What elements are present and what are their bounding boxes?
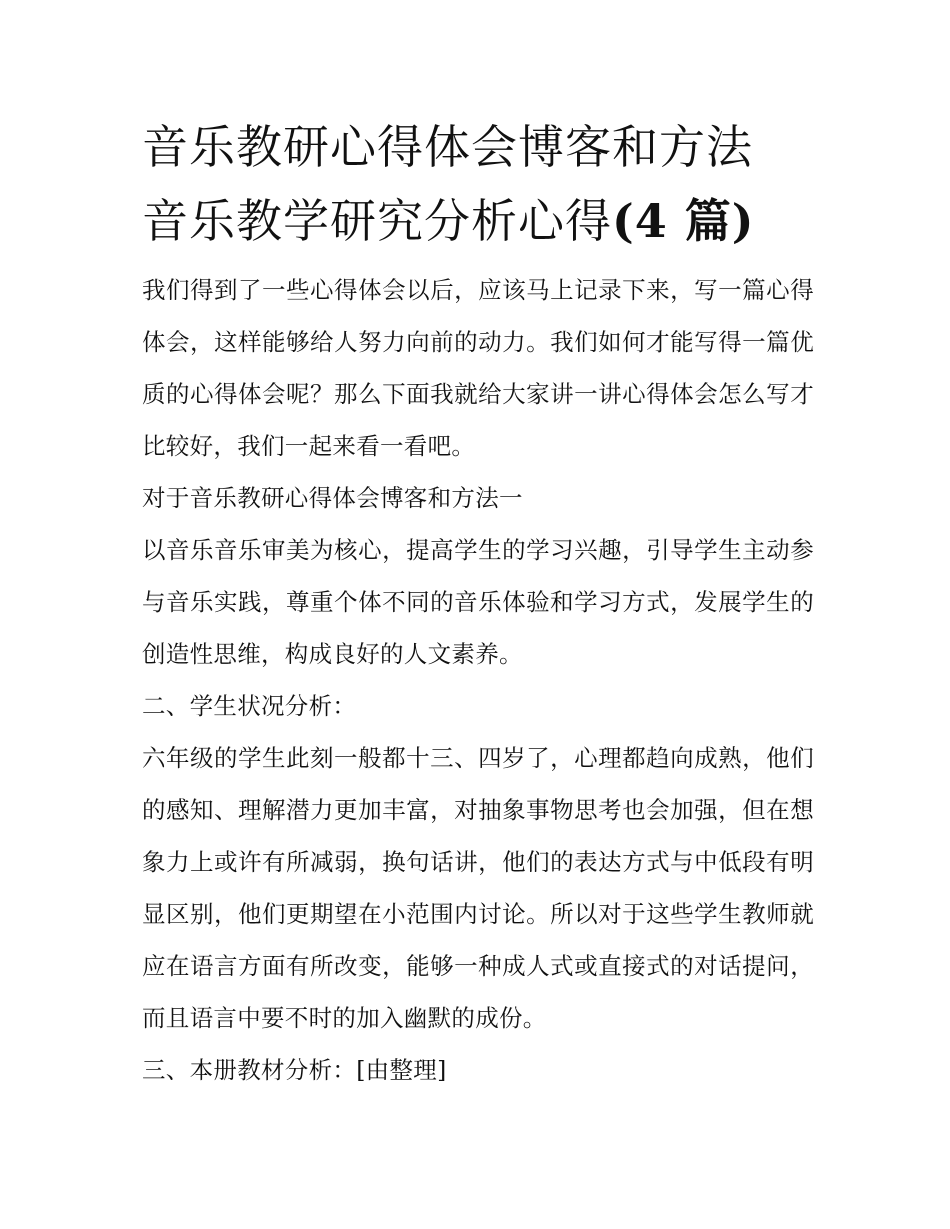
body-paragraph-students: 六年级的学生此刻一般都十三、四岁了，心理都趋向成熟，他们的感知、理解潜力更加丰富，对抽象事物思考也会加强，但在想象力上或许有所减弱，换句话讲，他们的表达方式与中低段有明显区别，他们更期望在小范围内讨论。所以对于这些学生教师就应在语言方面有所改变，能够一种成人式或直接式的对话提问，而且语言中要不时的加入幽默的成份。 [142, 744, 814, 1032]
section-heading-3: 三、本册教材分析：[由整理] [142, 1056, 447, 1084]
title-line-2 [142, 184, 814, 258]
body-paragraph-goal: 以音乐音乐审美为核心，提高学生的学习兴趣，引导学生主动参与音乐实践，尊重个体不同的音乐体验和学习方式，发展学生的创造性思维，构成良好的人文素养。 [142, 536, 814, 668]
title-line-2-suffix: (4 篇) [612, 194, 755, 248]
title-line-2-main: 音乐教学研究分析心得 [142, 194, 612, 248]
document-body [142, 110, 814, 1096]
section-heading-2: 二、学生状况分析： [142, 692, 357, 720]
intro-paragraph: 我们得到了一些心得体会以后，应该马上记录下来，写一篇心得体会，这样能够给人努力向前的动力。我们如何才能写得一篇优质的心得体会呢？那么下面我就给大家讲一讲心得体会怎么写才比较好，我们一起来看一看吧。 [142, 276, 814, 460]
page-title [142, 110, 814, 258]
title-line-1: 音乐教研心得体会博客和方法 [142, 120, 753, 174]
section-heading-1: 对于音乐教研心得体会博客和方法一 [142, 484, 523, 512]
